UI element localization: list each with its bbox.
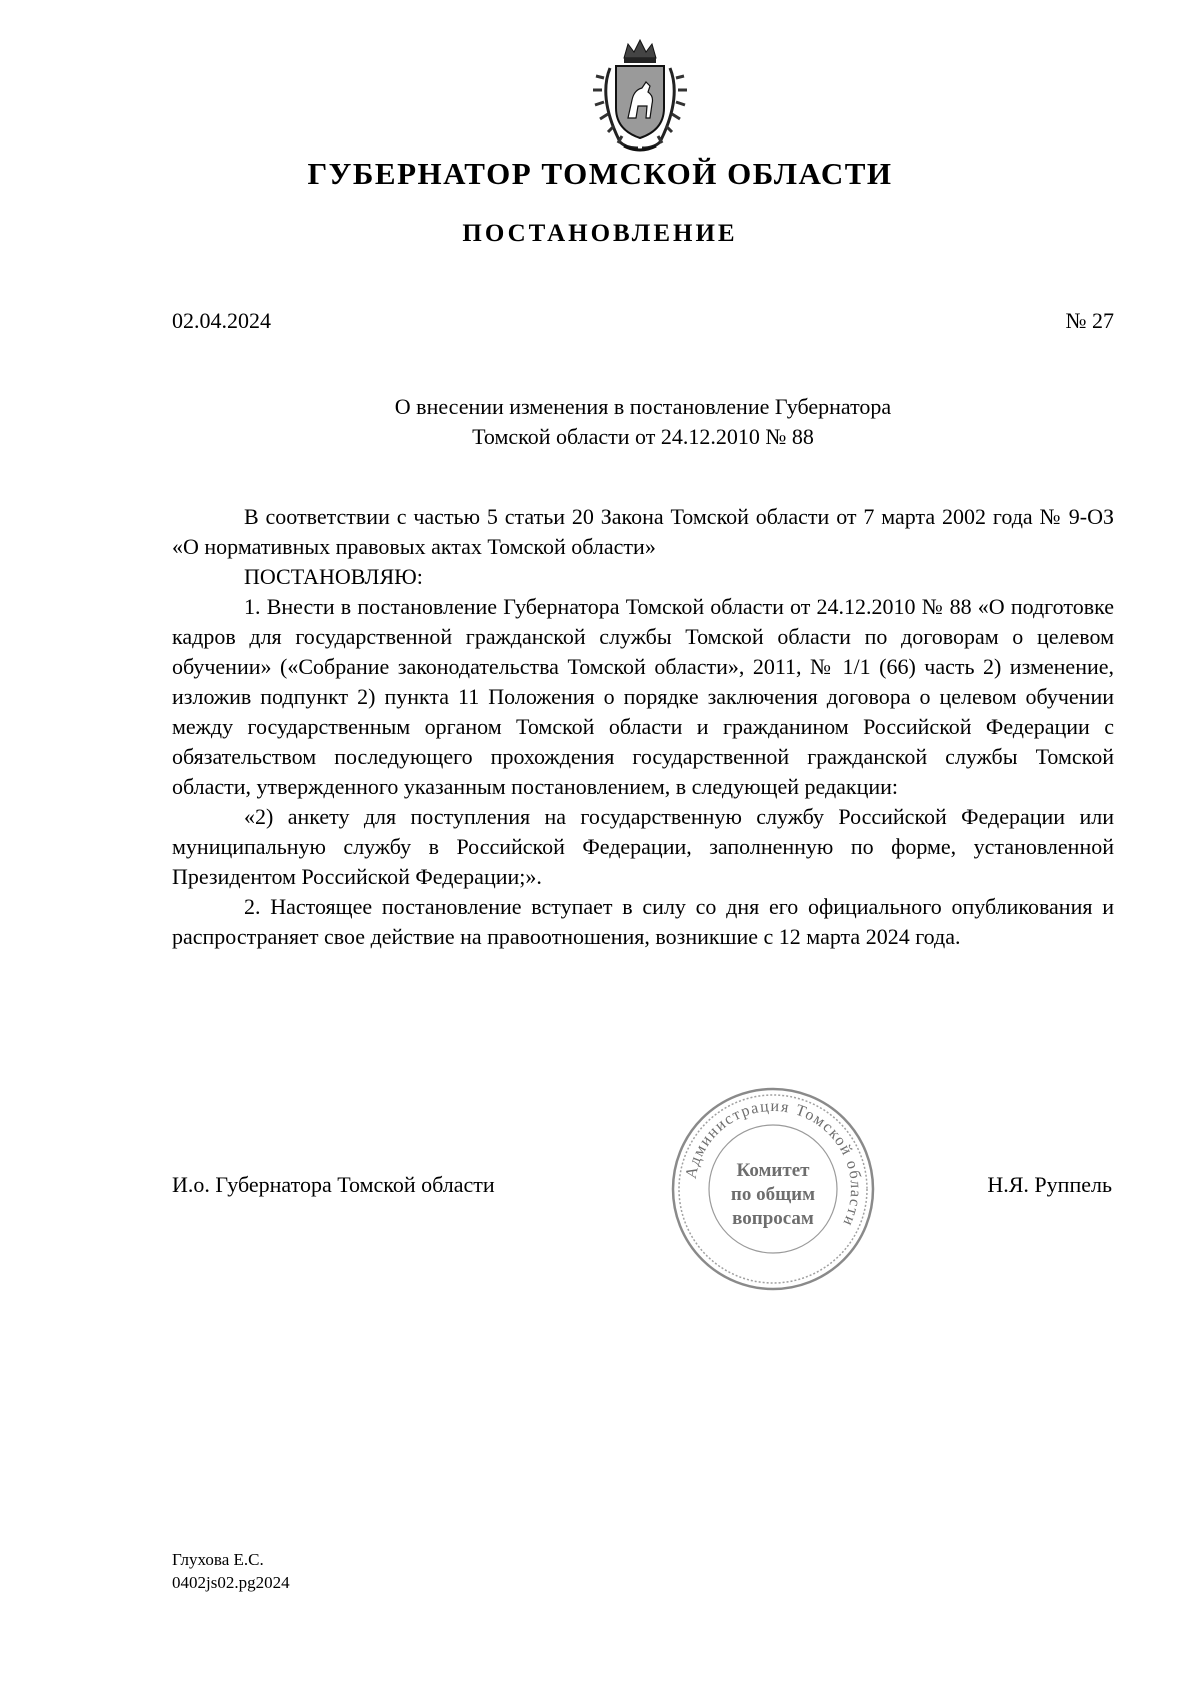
document-type-title: ПОСТАНОВЛЕНИЕ — [462, 220, 738, 247]
document-date: 02.04.2024 — [172, 308, 271, 333]
file-code: 0402js02.pg2024 — [172, 1573, 290, 1592]
signatory-title: И.о. Губернатора Томской области — [172, 1172, 495, 1197]
stamp-ring-text: Администрация Томской области — [682, 1097, 865, 1230]
item-1-paragraph: 1. Внести в постановление Губернатора Томской области от 24.12.2010 № 88 «О подготовке кадров для государственной гражданской службы Томской области по договорам о целевом обучении» («Собрание законодательства Томской области», 2011, № 1/1 (66) часть 2) изменение, изложив подпункт 2) пункта 11 Положения о порядке заключения договора о целевом обучении между государственным органом Томской области и гражданином Российской Федерации с обязательством последующего прохождения государственной гражданской службы Томской области, утвержденного указанным постановлением, в следующей редакции: — [172, 594, 1114, 799]
item-2-paragraph: 2. Настоящее постановление вступает в силу со дня его официального опубликования и распространяет свое действие на правоотношения, возникшие с 12 марта 2024 года. — [172, 894, 1114, 949]
document-body — [172, 502, 1114, 952]
item-1-quote-paragraph: «2) анкету для поступления на государственную службу Российской Федерации или муниципальную службу в Российской Федерации, заполненную по форме, установленной Президентом Российской Федерации;». — [172, 804, 1114, 889]
document-subject — [172, 392, 1114, 452]
subject-line: О внесении изменения в постановление Губернатора — [394, 394, 892, 419]
signatory-name: Н.Я. Руппель — [987, 1172, 1112, 1197]
document-number: № 27 — [1065, 308, 1114, 333]
decree-word: ПОСТАНОВЛЯЮ: — [244, 564, 423, 589]
executor-name: Глухова Е.С. — [172, 1550, 264, 1569]
organization-title: ГУБЕРНАТОР ТОМСКОЙ ОБЛАСТИ — [307, 156, 893, 191]
official-stamp — [668, 1084, 878, 1294]
preamble-paragraph: В соответствии с частью 5 статьи 20 Закона Томской области от 7 марта 2002 года № 9-ОЗ «О нормативных правовых актах Томской области» — [172, 504, 1114, 559]
stamp-center-line: вопросам — [732, 1208, 814, 1229]
stamp-center-line: по общим — [730, 1184, 816, 1205]
subject-line: Томской области от 24.12.2010 № 88 — [472, 424, 814, 449]
stamp-center-line: Комитет — [736, 1160, 810, 1181]
footer — [172, 1548, 290, 1594]
coat-of-arms-icon — [580, 38, 700, 156]
